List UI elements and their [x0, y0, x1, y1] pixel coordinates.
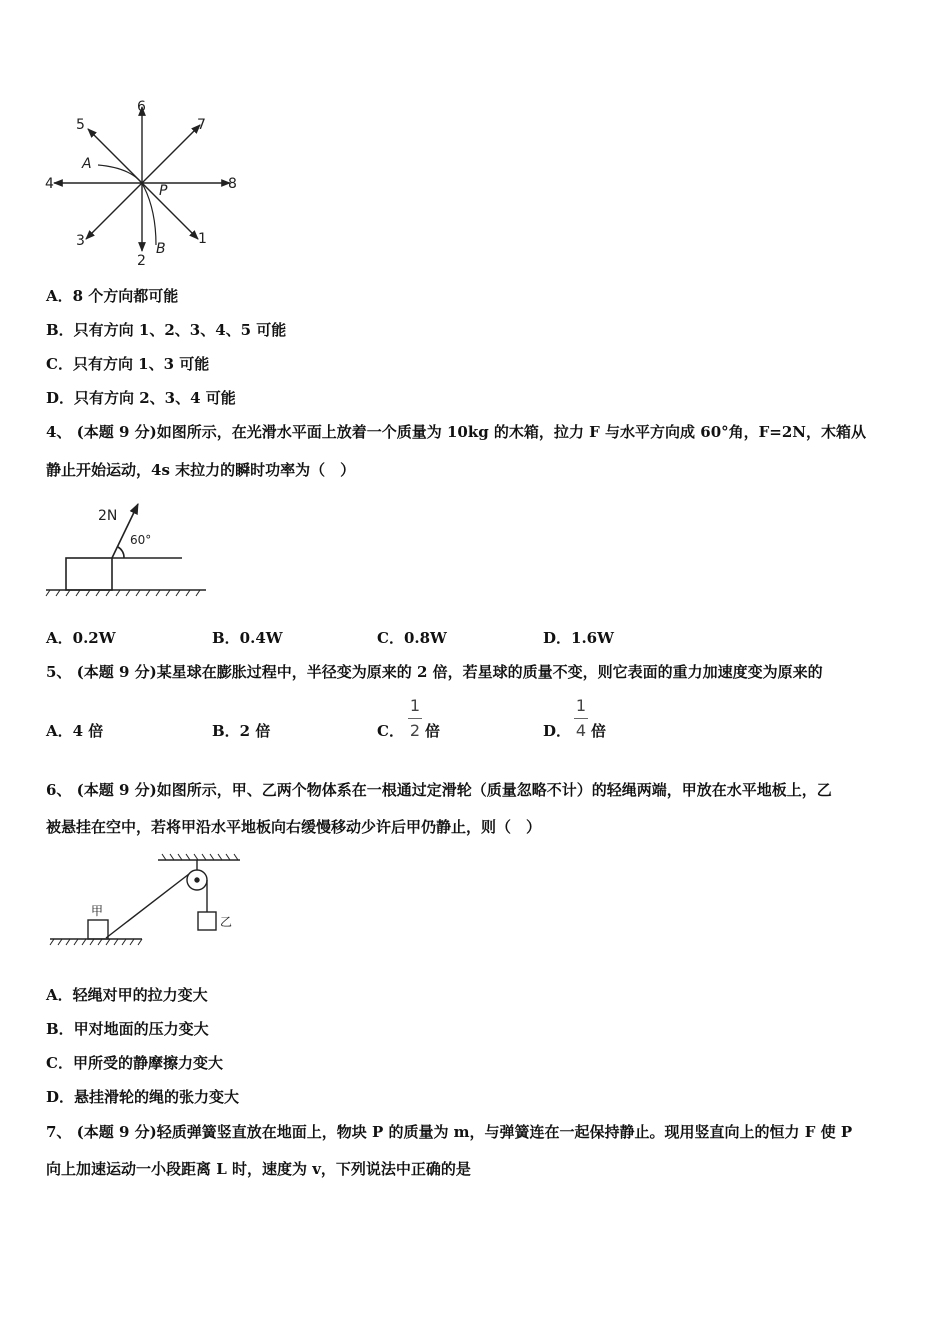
fraction-numerator: 1: [409, 696, 421, 715]
point-label-b: B: [156, 241, 166, 257]
q3-option-b: B．只有方向 1、2、3、4、5 可能: [46, 321, 287, 339]
figure-pulley-diagram: [46, 850, 246, 950]
q4-option-b: B．0.4W: [212, 629, 283, 647]
direction-label-3: 3: [76, 233, 85, 249]
q7-stem-line-1: 7、 (本题 9 分)轻质弹簧竖直放在地面上，物块 P 的质量为 m，与弹簧连在一起保持静止。现用竖直向上的恒力 F 使 P: [46, 1123, 853, 1141]
floor-hatching: [50, 939, 142, 945]
label-yi: 乙: [220, 915, 233, 929]
q4-option-a: A．0.2W: [46, 629, 116, 647]
direction-label-6: 6: [137, 99, 146, 115]
q5-option-a: A．4 倍: [46, 722, 104, 740]
block-jia: [88, 920, 108, 939]
force-label: 2N: [98, 508, 118, 524]
q6-option-c: C．甲所受的静摩擦力变大: [46, 1054, 223, 1072]
point-label-p: P: [159, 183, 168, 199]
q4-option-d: D．1.6W: [543, 629, 614, 647]
rope-to-jia: [106, 874, 189, 938]
q5-option-c-prefix: C．: [377, 722, 404, 740]
figure-direction-diagram: [40, 95, 250, 275]
q5-option-b: B．2 倍: [212, 722, 271, 740]
figure-box-force-diagram: [44, 494, 214, 604]
q5-stem-line-1: 5、 (本题 9 分)某星球在膨胀过程中，半径变为原来的 2 倍，若星球的质量不变，则它表面的重力加速度变为原来的: [46, 663, 823, 681]
fraction-numerator: 1: [575, 696, 587, 715]
angle-label: 60°: [130, 533, 152, 547]
q5-option-d-prefix: D．: [543, 722, 572, 740]
direction-label-2: 2: [137, 253, 146, 269]
direction-label-5: 5: [76, 117, 85, 133]
q3-option-a: A．8 个方向都可能: [46, 287, 179, 305]
q6-option-a: A．轻绳对甲的拉力变大: [46, 986, 208, 1004]
q6-option-b: B．甲对地面的压力变大: [46, 1020, 209, 1038]
fraction-denominator: 2: [409, 721, 421, 740]
direction-label-7: 7: [197, 117, 206, 133]
q5-option-c-suffix: 倍: [425, 722, 441, 740]
arrow-direction-7: [142, 125, 200, 183]
q3-option-d: D．只有方向 2、3、4 可能: [46, 389, 236, 407]
q4-option-c: C．0.8W: [377, 629, 447, 647]
label-jia: 甲: [91, 904, 104, 918]
q5-option-d-suffix: 倍: [591, 722, 607, 740]
direction-label-8: 8: [228, 176, 237, 192]
q6-stem-line-2: 被悬挂在空中，若将甲沿水平地板向右缓慢移动少许后甲仍静止，则（ ）: [46, 818, 542, 836]
q4-stem-line-1: 4、 (本题 9 分)如图所示，在光滑水平面上放着一个质量为 10kg 的木箱，拉力 F 与水平方向成 60°角，F=2N，木箱从: [46, 423, 866, 441]
arrow-direction-3: [86, 183, 142, 239]
ceiling-hatching: [162, 854, 238, 860]
q3-option-c: C．只有方向 1、3 可能: [46, 355, 210, 373]
fraction-denominator: 4: [575, 721, 587, 740]
q6-stem-line-1: 6、 (本题 9 分)如图所示，甲、乙两个物体系在一根通过定滑轮（质量忽略不计）的轻绳两端，甲放在水平地板上，乙: [46, 781, 832, 799]
ground-hatching: [46, 590, 200, 596]
block-yi: [198, 912, 216, 930]
q7-stem-line-2: 向上加速运动一小段距离 L 时，速度为 v，下列说法中正确的是: [46, 1160, 471, 1178]
q5-option-c-fraction: [408, 696, 422, 741]
q5-option-d-fraction: [574, 696, 588, 741]
q6-option-d: D．悬挂滑轮的绳的张力变大: [46, 1088, 240, 1106]
q4-stem-line-2: 静止开始运动，4s 末拉力的瞬时功率为（ ）: [46, 461, 356, 479]
point-label-a: A: [82, 156, 92, 172]
angle-arc: [118, 547, 124, 558]
arrow-direction-1: [142, 183, 198, 239]
direction-label-4: 4: [45, 176, 54, 192]
wooden-box: [66, 558, 112, 590]
direction-label-1: 1: [198, 231, 207, 247]
